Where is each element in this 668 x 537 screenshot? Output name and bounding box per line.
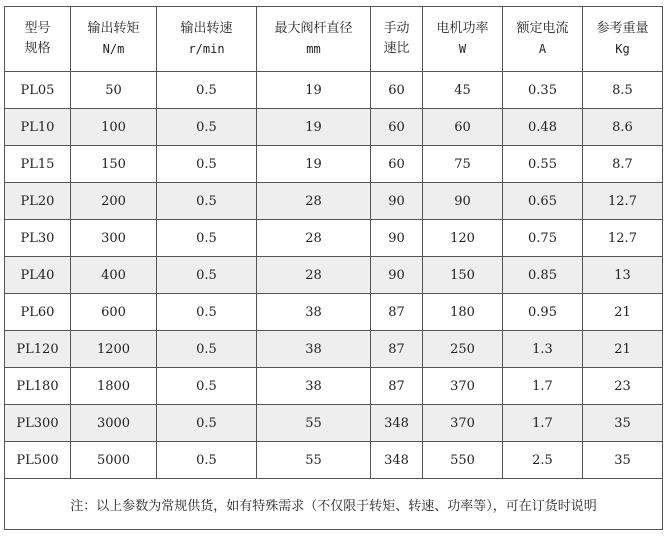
table-cell: 28 bbox=[257, 183, 371, 220]
table-cell: 90 bbox=[371, 257, 423, 294]
table-cell: 87 bbox=[371, 331, 423, 368]
table-cell: 0.5 bbox=[157, 72, 257, 109]
table-cell: 200 bbox=[71, 183, 157, 220]
header-manual-ratio: 手动 速比 bbox=[371, 7, 423, 72]
table-cell: 8.7 bbox=[583, 146, 663, 183]
table-cell: 0.55 bbox=[503, 146, 583, 183]
table-row bbox=[5, 257, 663, 294]
table-cell: PL10 bbox=[5, 109, 71, 146]
table-cell: 8.5 bbox=[583, 72, 663, 109]
table-cell: 348 bbox=[371, 442, 423, 479]
table-row bbox=[5, 183, 663, 220]
table-cell: 550 bbox=[423, 442, 503, 479]
table-cell: 0.5 bbox=[157, 331, 257, 368]
table-cell: 2.5 bbox=[503, 442, 583, 479]
table-cell: 370 bbox=[423, 405, 503, 442]
table-cell: 250 bbox=[423, 331, 503, 368]
spec-table bbox=[4, 6, 663, 530]
note-text: 注：以上参数为常规供货，如有特殊需求（不仅限于转矩、转速、功率等），可在订货时说明 bbox=[5, 479, 663, 530]
table-cell: 0.48 bbox=[503, 109, 583, 146]
table-cell: 1.7 bbox=[503, 368, 583, 405]
table-cell: PL05 bbox=[5, 72, 71, 109]
table-cell: 38 bbox=[257, 368, 371, 405]
table-cell: 19 bbox=[257, 146, 371, 183]
header-torque: 输出转矩 N/m bbox=[71, 7, 157, 72]
table-cell: 60 bbox=[371, 146, 423, 183]
note-row bbox=[5, 479, 663, 530]
table-cell: PL30 bbox=[5, 220, 71, 257]
table-cell: PL60 bbox=[5, 294, 71, 331]
table-cell: PL300 bbox=[5, 405, 71, 442]
table-cell: 150 bbox=[423, 257, 503, 294]
table-row bbox=[5, 442, 663, 479]
table-cell: 35 bbox=[583, 405, 663, 442]
table-cell: 60 bbox=[423, 109, 503, 146]
table-cell: 13 bbox=[583, 257, 663, 294]
table-row bbox=[5, 146, 663, 183]
table-cell: 38 bbox=[257, 294, 371, 331]
table-cell: 90 bbox=[371, 183, 423, 220]
table-row bbox=[5, 368, 663, 405]
table-cell: 87 bbox=[371, 368, 423, 405]
table-cell: PL40 bbox=[5, 257, 71, 294]
table-cell: 1800 bbox=[71, 368, 157, 405]
table-cell: 28 bbox=[257, 220, 371, 257]
table-cell: 1200 bbox=[71, 331, 157, 368]
table-cell: 0.5 bbox=[157, 109, 257, 146]
table-cell: 87 bbox=[371, 294, 423, 331]
table-cell: 50 bbox=[71, 72, 157, 109]
table-cell: 0.5 bbox=[157, 368, 257, 405]
table-cell: PL120 bbox=[5, 331, 71, 368]
table-cell: 45 bbox=[423, 72, 503, 109]
table-cell: 60 bbox=[371, 72, 423, 109]
table-cell: 0.5 bbox=[157, 442, 257, 479]
table-cell: 12.7 bbox=[583, 183, 663, 220]
table-cell: 21 bbox=[583, 294, 663, 331]
table-cell: 150 bbox=[71, 146, 157, 183]
table-cell: 400 bbox=[71, 257, 157, 294]
header-row bbox=[5, 7, 663, 72]
table-cell: 0.65 bbox=[503, 183, 583, 220]
table-row bbox=[5, 220, 663, 257]
table-cell: 8.6 bbox=[583, 109, 663, 146]
table-cell: 21 bbox=[583, 331, 663, 368]
table-cell: PL20 bbox=[5, 183, 71, 220]
table-row bbox=[5, 294, 663, 331]
table-cell: 75 bbox=[423, 146, 503, 183]
header-weight: 参考重量 Kg bbox=[583, 7, 663, 72]
table-row bbox=[5, 109, 663, 146]
header-stem-diameter: 最大阀杆直径 mm bbox=[257, 7, 371, 72]
table-cell: 0.5 bbox=[157, 146, 257, 183]
header-model: 型号 规格 bbox=[5, 7, 71, 72]
table-cell: 370 bbox=[423, 368, 503, 405]
table-cell: 600 bbox=[71, 294, 157, 331]
table-cell: 0.95 bbox=[503, 294, 583, 331]
table-row bbox=[5, 72, 663, 109]
table-cell: 0.35 bbox=[503, 72, 583, 109]
table-cell: 55 bbox=[257, 442, 371, 479]
table-cell: 90 bbox=[423, 183, 503, 220]
table-cell: 12.7 bbox=[583, 220, 663, 257]
table-cell: 28 bbox=[257, 257, 371, 294]
header-motor-power: 电机功率 W bbox=[423, 7, 503, 72]
table-cell: 35 bbox=[583, 442, 663, 479]
table-cell: 38 bbox=[257, 331, 371, 368]
header-speed: 输出转速 r/min bbox=[157, 7, 257, 72]
table-cell: 0.5 bbox=[157, 220, 257, 257]
table-cell: 19 bbox=[257, 109, 371, 146]
table-cell: 180 bbox=[423, 294, 503, 331]
table-cell: 1.7 bbox=[503, 405, 583, 442]
table-cell: 0.5 bbox=[157, 257, 257, 294]
table-cell: PL180 bbox=[5, 368, 71, 405]
table-cell: 0.75 bbox=[503, 220, 583, 257]
table-cell: 0.5 bbox=[157, 294, 257, 331]
table-cell: 0.5 bbox=[157, 183, 257, 220]
table-cell: 55 bbox=[257, 405, 371, 442]
table-cell: 23 bbox=[583, 368, 663, 405]
table-row bbox=[5, 331, 663, 368]
table-cell: 120 bbox=[423, 220, 503, 257]
table-cell: 19 bbox=[257, 72, 371, 109]
table-cell: 100 bbox=[71, 109, 157, 146]
table-cell: 0.5 bbox=[157, 405, 257, 442]
table-cell: 1.3 bbox=[503, 331, 583, 368]
header-rated-current: 额定电流 A bbox=[503, 7, 583, 72]
table-cell: 3000 bbox=[71, 405, 157, 442]
table-cell: 348 bbox=[371, 405, 423, 442]
table-cell: 90 bbox=[371, 220, 423, 257]
table-cell: 5000 bbox=[71, 442, 157, 479]
table-cell: PL15 bbox=[5, 146, 71, 183]
table-cell: 300 bbox=[71, 220, 157, 257]
table-cell: 0.85 bbox=[503, 257, 583, 294]
table-cell: PL500 bbox=[5, 442, 71, 479]
table-cell: 60 bbox=[371, 109, 423, 146]
table-row bbox=[5, 405, 663, 442]
